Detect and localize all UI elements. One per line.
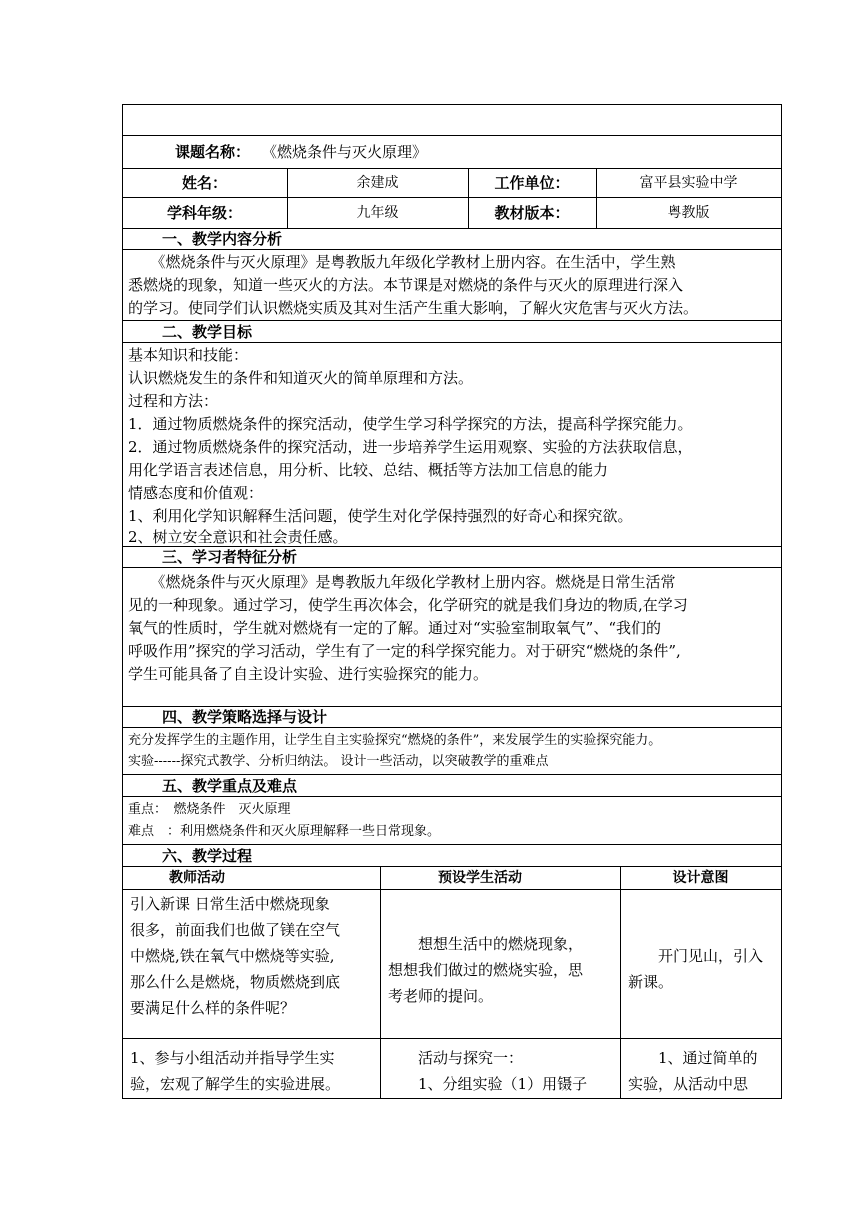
s2-line: 1、利用化学知识解释生活问题，使学生对化学保持强烈的好奇心和探究欲。 <box>128 507 633 525</box>
rule <box>122 774 782 775</box>
s2-line: 1．通过物质燃烧条件的探究活动，使学生学习科学探究的方法，提高科学探究能力。 <box>128 415 693 433</box>
r1-intent-line: 新课。 <box>628 973 674 991</box>
rule <box>122 866 782 867</box>
rule <box>122 796 782 797</box>
rule <box>122 1038 782 1039</box>
rule <box>620 866 621 1099</box>
s2-line: 2．通过物质燃烧条件的探究活动，进一步培养学生运用观察、实验的方法获取信息， <box>128 438 693 456</box>
s4-line: 充分发挥学生的主题作用，让学生自主实验探究“燃烧的条件”，来发展学生的实验探究能力。 <box>128 733 662 748</box>
s1-line: 悉燃烧的现象，知道一些灭火的方法。本节课是对燃烧的条件与灭火的原理进行深入 <box>128 276 684 294</box>
rule-right <box>781 104 782 1099</box>
r2-intent-line: 1、通过简单的 <box>628 1049 758 1067</box>
grade-value: 九年级 <box>356 205 399 221</box>
version-value: 粤教版 <box>667 205 710 221</box>
rule <box>122 320 782 321</box>
r1-student-line: 想想我们做过的燃烧实验，思 <box>388 961 584 979</box>
section-5-title: 五、教学重点及难点 <box>162 777 298 795</box>
s2-line: 情感态度和价值观： <box>128 484 264 502</box>
col-header-intent: 设计意图 <box>672 870 729 886</box>
rule <box>122 844 782 845</box>
rule <box>122 889 782 890</box>
rule <box>122 706 782 707</box>
s2-line: 认识燃烧发生的条件和知道灭火的简单原理和方法。 <box>128 369 474 387</box>
r2-intent-line: 实验，从活动中思 <box>628 1075 749 1093</box>
r1-student-line: 想想生活中的燃烧现象， <box>388 935 584 953</box>
s3-line: 《燃烧条件与灭火原理》是粤教版九年级化学教材上册内容。燃烧是日常生活常 <box>128 573 676 591</box>
section-3-title: 三、学习者特征分析 <box>162 548 298 566</box>
s3-line: 学生可能具备了自主设计实验、进行实验探究的能力。 <box>128 665 489 683</box>
s1-line: 《燃烧条件与灭火原理》是粤教版九年级化学教材上册内容。在生活中，学生熟 <box>128 253 676 271</box>
r2-student-line: 1、分组实验（1）用镊子 <box>388 1075 588 1093</box>
name-label: 姓名： <box>181 174 227 192</box>
r1-teacher-line: 中燃烧,铁在氧气中燃烧等实验, <box>130 947 335 965</box>
course-label: 课题名称： <box>175 143 251 161</box>
rule <box>122 228 782 229</box>
r1-teacher-line: 那么什么是燃烧，物质燃烧到底 <box>130 973 341 991</box>
r1-teacher-line: 要满足什么样的条件呢？ <box>130 999 296 1017</box>
rule <box>122 342 782 343</box>
col-header-teacher: 教师活动 <box>169 870 225 886</box>
r2-teacher-line: 1、参与小组活动并指导学生实 <box>130 1049 335 1067</box>
s3-line: 呼吸作用”探究的学习活动，学生有了一定的科学探究能力。对于研究“燃烧的条件”, <box>128 642 681 660</box>
section-4-title: 四、教学策略选择与设计 <box>162 708 328 726</box>
rule <box>122 197 782 198</box>
name-value: 余建成 <box>356 175 399 191</box>
rule <box>122 567 782 568</box>
rule <box>122 168 782 169</box>
col-header-student: 预设学生活动 <box>438 870 522 886</box>
rule <box>122 249 782 250</box>
r2-student-line: 活动与探究一： <box>388 1049 524 1067</box>
s2-line: 基本知识和技能： <box>128 346 249 364</box>
section-2-title: 二、教学目标 <box>162 323 253 341</box>
s3-line: 见的一种现象。通过学习，使学生再次体会，化学研究的就是我们身边的物质,在学习 <box>128 596 688 614</box>
s3-line: 氧气的性质时，学生就对燃烧有一定的了解。通过对“实验室制取氧气”、“我们的 <box>128 619 662 637</box>
rule-top <box>122 104 782 105</box>
unit-value: 富平县实验中学 <box>639 175 738 191</box>
s2-line: 过程和方法： <box>128 392 219 410</box>
s2-line: 用化学语言表述信息，用分析、比较、总结、概括等方法加工信息的能力 <box>128 461 609 479</box>
s1-line: 的学习。使同学们认识燃烧实质及其对生活产生重大影响，了解火灾危害与灭火方法。 <box>128 299 699 317</box>
r2-teacher-line: 验，宏观了解学生的实验进展。 <box>130 1075 341 1093</box>
course-name: 《燃烧条件与灭火原理》 <box>262 143 428 161</box>
rule-bottom <box>122 1098 782 1099</box>
rule <box>122 727 782 728</box>
version-label: 教材版本： <box>494 204 570 222</box>
r1-intent-line: 开门见山，引入 <box>628 947 764 965</box>
r1-teacher-line: 很多，前面我们也做了镁在空气 <box>130 921 341 939</box>
s5-difficulties: 难点 ：利用燃烧条件和灭火原理解释一些日常现象。 <box>128 824 441 839</box>
rule <box>122 135 782 136</box>
rule-left <box>122 104 123 1099</box>
r1-teacher-line: 引入新课 日常生活中燃烧现象 <box>130 895 330 913</box>
grade-label: 学科年级： <box>166 204 242 222</box>
unit-label: 工作单位： <box>494 174 570 192</box>
section-1-title: 一、教学内容分析 <box>162 230 283 248</box>
rule <box>380 866 381 1099</box>
section-6-title: 六、教学过程 <box>162 847 253 865</box>
r1-student-line: 考老师的提问。 <box>388 987 494 1005</box>
s4-line: 实验------探究式教学、分析归纳法。 设计一些活动，以突破教学的重难点 <box>128 754 549 769</box>
s5-key-points: 重点： 燃烧条件 灭火原理 <box>128 802 291 817</box>
s2-line: 2、树立安全意识和社会责任感。 <box>128 528 348 546</box>
